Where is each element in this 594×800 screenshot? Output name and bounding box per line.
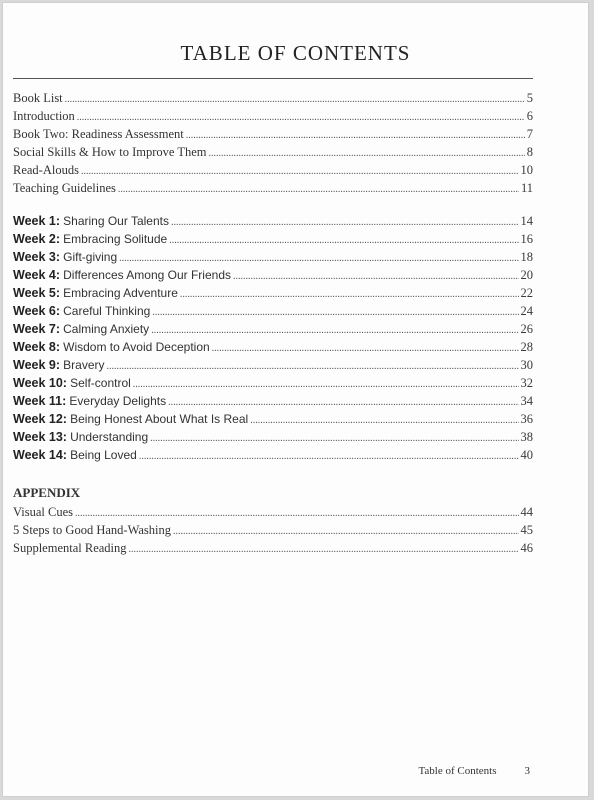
toc-entry-page: 30	[520, 358, 533, 372]
toc-entry[interactable]	[13, 446, 533, 464]
toc-entry-label: Teaching Guidelines	[13, 181, 116, 195]
toc-entry[interactable]	[13, 539, 533, 557]
toc-entry-page: 32	[520, 376, 533, 390]
week-number: Week 1:	[13, 214, 61, 228]
toc-entry-label: Bravery	[63, 358, 105, 372]
dot-leader	[118, 181, 519, 199]
toc-entry-page: 24	[520, 304, 533, 318]
toc-entry-label: Book List	[13, 91, 63, 105]
toc-entry-page: 16	[520, 232, 533, 246]
week-number: Week 7:	[13, 322, 61, 336]
toc-entry-page: 18	[520, 250, 533, 264]
toc-entry-page: 8	[526, 145, 533, 159]
toc-entry[interactable]	[13, 161, 533, 179]
dot-leader	[250, 412, 518, 430]
toc-entry-label: Differences Among Our Friends	[63, 268, 231, 282]
toc-entry-label: Embracing Adventure	[63, 286, 178, 300]
toc-entry[interactable]	[13, 143, 533, 161]
week-number: Week 8:	[13, 340, 61, 354]
footer-label: Table of Contents	[418, 765, 497, 777]
toc-entry[interactable]	[13, 428, 533, 446]
toc-entry-label: Read-Alouds	[13, 163, 79, 177]
week-number: Week 4:	[13, 268, 61, 282]
toc-entry-label: Visual Cues	[13, 505, 74, 519]
week-number: Week 10:	[13, 376, 67, 390]
toc-entry-label: Careful Thinking	[63, 304, 151, 318]
dot-leader	[139, 448, 519, 466]
toc-entry[interactable]	[13, 302, 533, 320]
toc-entry[interactable]	[13, 179, 533, 197]
dot-leader	[129, 541, 519, 559]
dot-leader	[65, 91, 525, 109]
page-number: 3	[524, 765, 530, 777]
toc-entry-page: 14	[520, 214, 533, 228]
dot-leader	[186, 127, 525, 145]
toc-entry-label: Being Honest About What Is Real	[70, 412, 249, 426]
toc-entry[interactable]	[13, 338, 533, 356]
toc-entry-label: Understanding	[70, 430, 149, 444]
toc-entry[interactable]	[13, 356, 533, 374]
dot-leader	[81, 163, 519, 181]
appendix-heading: APPENDIX	[13, 485, 81, 500]
week-number: Week 14:	[13, 448, 67, 462]
toc-entry[interactable]	[13, 89, 533, 107]
dot-leader	[150, 430, 518, 448]
dot-leader	[212, 340, 519, 358]
toc-entry-page: 38	[520, 430, 533, 444]
dot-leader	[106, 358, 518, 376]
toc-entry-label: Wisdom to Avoid Deception	[63, 340, 210, 354]
appendix-section	[13, 483, 533, 557]
week-number: Week 9:	[13, 358, 61, 372]
dot-leader	[173, 523, 518, 541]
toc-entry-page: 28	[520, 340, 533, 354]
toc-entry-page: 36	[520, 412, 533, 426]
toc-entry[interactable]	[13, 410, 533, 428]
dot-leader	[171, 214, 519, 232]
toc-entry-label: Social Skills & How to Improve Them	[13, 145, 207, 159]
toc-entry[interactable]	[13, 503, 533, 521]
toc-entry-label: Introduction	[13, 109, 75, 123]
toc-entry-page: 26	[520, 322, 533, 336]
toc-entry-page: 20	[520, 268, 533, 282]
toc-entry-label: Self-control	[70, 376, 131, 390]
dot-leader	[233, 268, 519, 286]
toc-entry[interactable]	[13, 392, 533, 410]
toc-entry-page: 5	[526, 91, 533, 105]
week-number: Week 5:	[13, 286, 61, 300]
dot-leader	[180, 286, 519, 304]
toc-entry-label: Book Two: Readiness Assessment	[13, 127, 184, 141]
toc-entry-page: 40	[520, 448, 533, 462]
toc-entry-page: 6	[526, 109, 533, 123]
toc-entry-label: Gift-giving	[63, 250, 118, 264]
toc-entry[interactable]	[13, 521, 533, 539]
dot-leader	[152, 304, 518, 322]
toc-entry[interactable]	[13, 125, 533, 143]
weeks-list	[13, 212, 533, 464]
week-number: Week 13:	[13, 430, 67, 444]
week-number: Week 2:	[13, 232, 61, 246]
document-page	[2, 2, 589, 797]
dot-leader	[133, 376, 519, 394]
title-divider	[13, 78, 533, 79]
toc-entry-page: 10	[520, 163, 533, 177]
toc-entry-page: 45	[520, 523, 533, 537]
week-number: Week 3:	[13, 250, 61, 264]
toc-entry[interactable]	[13, 320, 533, 338]
toc-entry-label: Supplemental Reading	[13, 541, 127, 555]
front-matter-list	[13, 89, 533, 197]
toc-entry-page: 34	[520, 394, 533, 408]
page-title: TABLE OF CONTENTS	[180, 41, 411, 65]
toc-entry-page: 46	[520, 541, 533, 555]
toc-entry-page: 7	[526, 127, 533, 141]
toc-entry-label: Sharing Our Talents	[63, 214, 169, 228]
toc-entry-label: Embracing Solitude	[63, 232, 168, 246]
page-footer	[418, 765, 530, 777]
toc-entry-label: Everyday Delights	[69, 394, 167, 408]
toc-entry-label: Calming Anxiety	[63, 322, 150, 336]
week-number: Week 12:	[13, 412, 67, 426]
toc-entry-page: 11	[520, 181, 533, 195]
toc-entry[interactable]	[13, 107, 533, 125]
toc-entry[interactable]	[13, 212, 533, 230]
toc-entry-label: 5 Steps to Good Hand-Washing	[13, 523, 172, 537]
dot-leader	[169, 232, 518, 250]
toc-entry-page: 44	[520, 505, 533, 519]
week-number: Week 11:	[13, 394, 67, 408]
toc-entry[interactable]	[13, 248, 533, 266]
toc-entry-label: Being Loved	[70, 448, 137, 462]
toc-entry[interactable]	[13, 230, 533, 248]
dot-leader	[209, 145, 525, 163]
week-number: Week 6:	[13, 304, 61, 318]
toc-entry[interactable]	[13, 374, 533, 392]
toc-entry[interactable]	[13, 266, 533, 284]
toc-entry-page: 22	[520, 286, 533, 300]
toc-entry[interactable]	[13, 284, 533, 302]
